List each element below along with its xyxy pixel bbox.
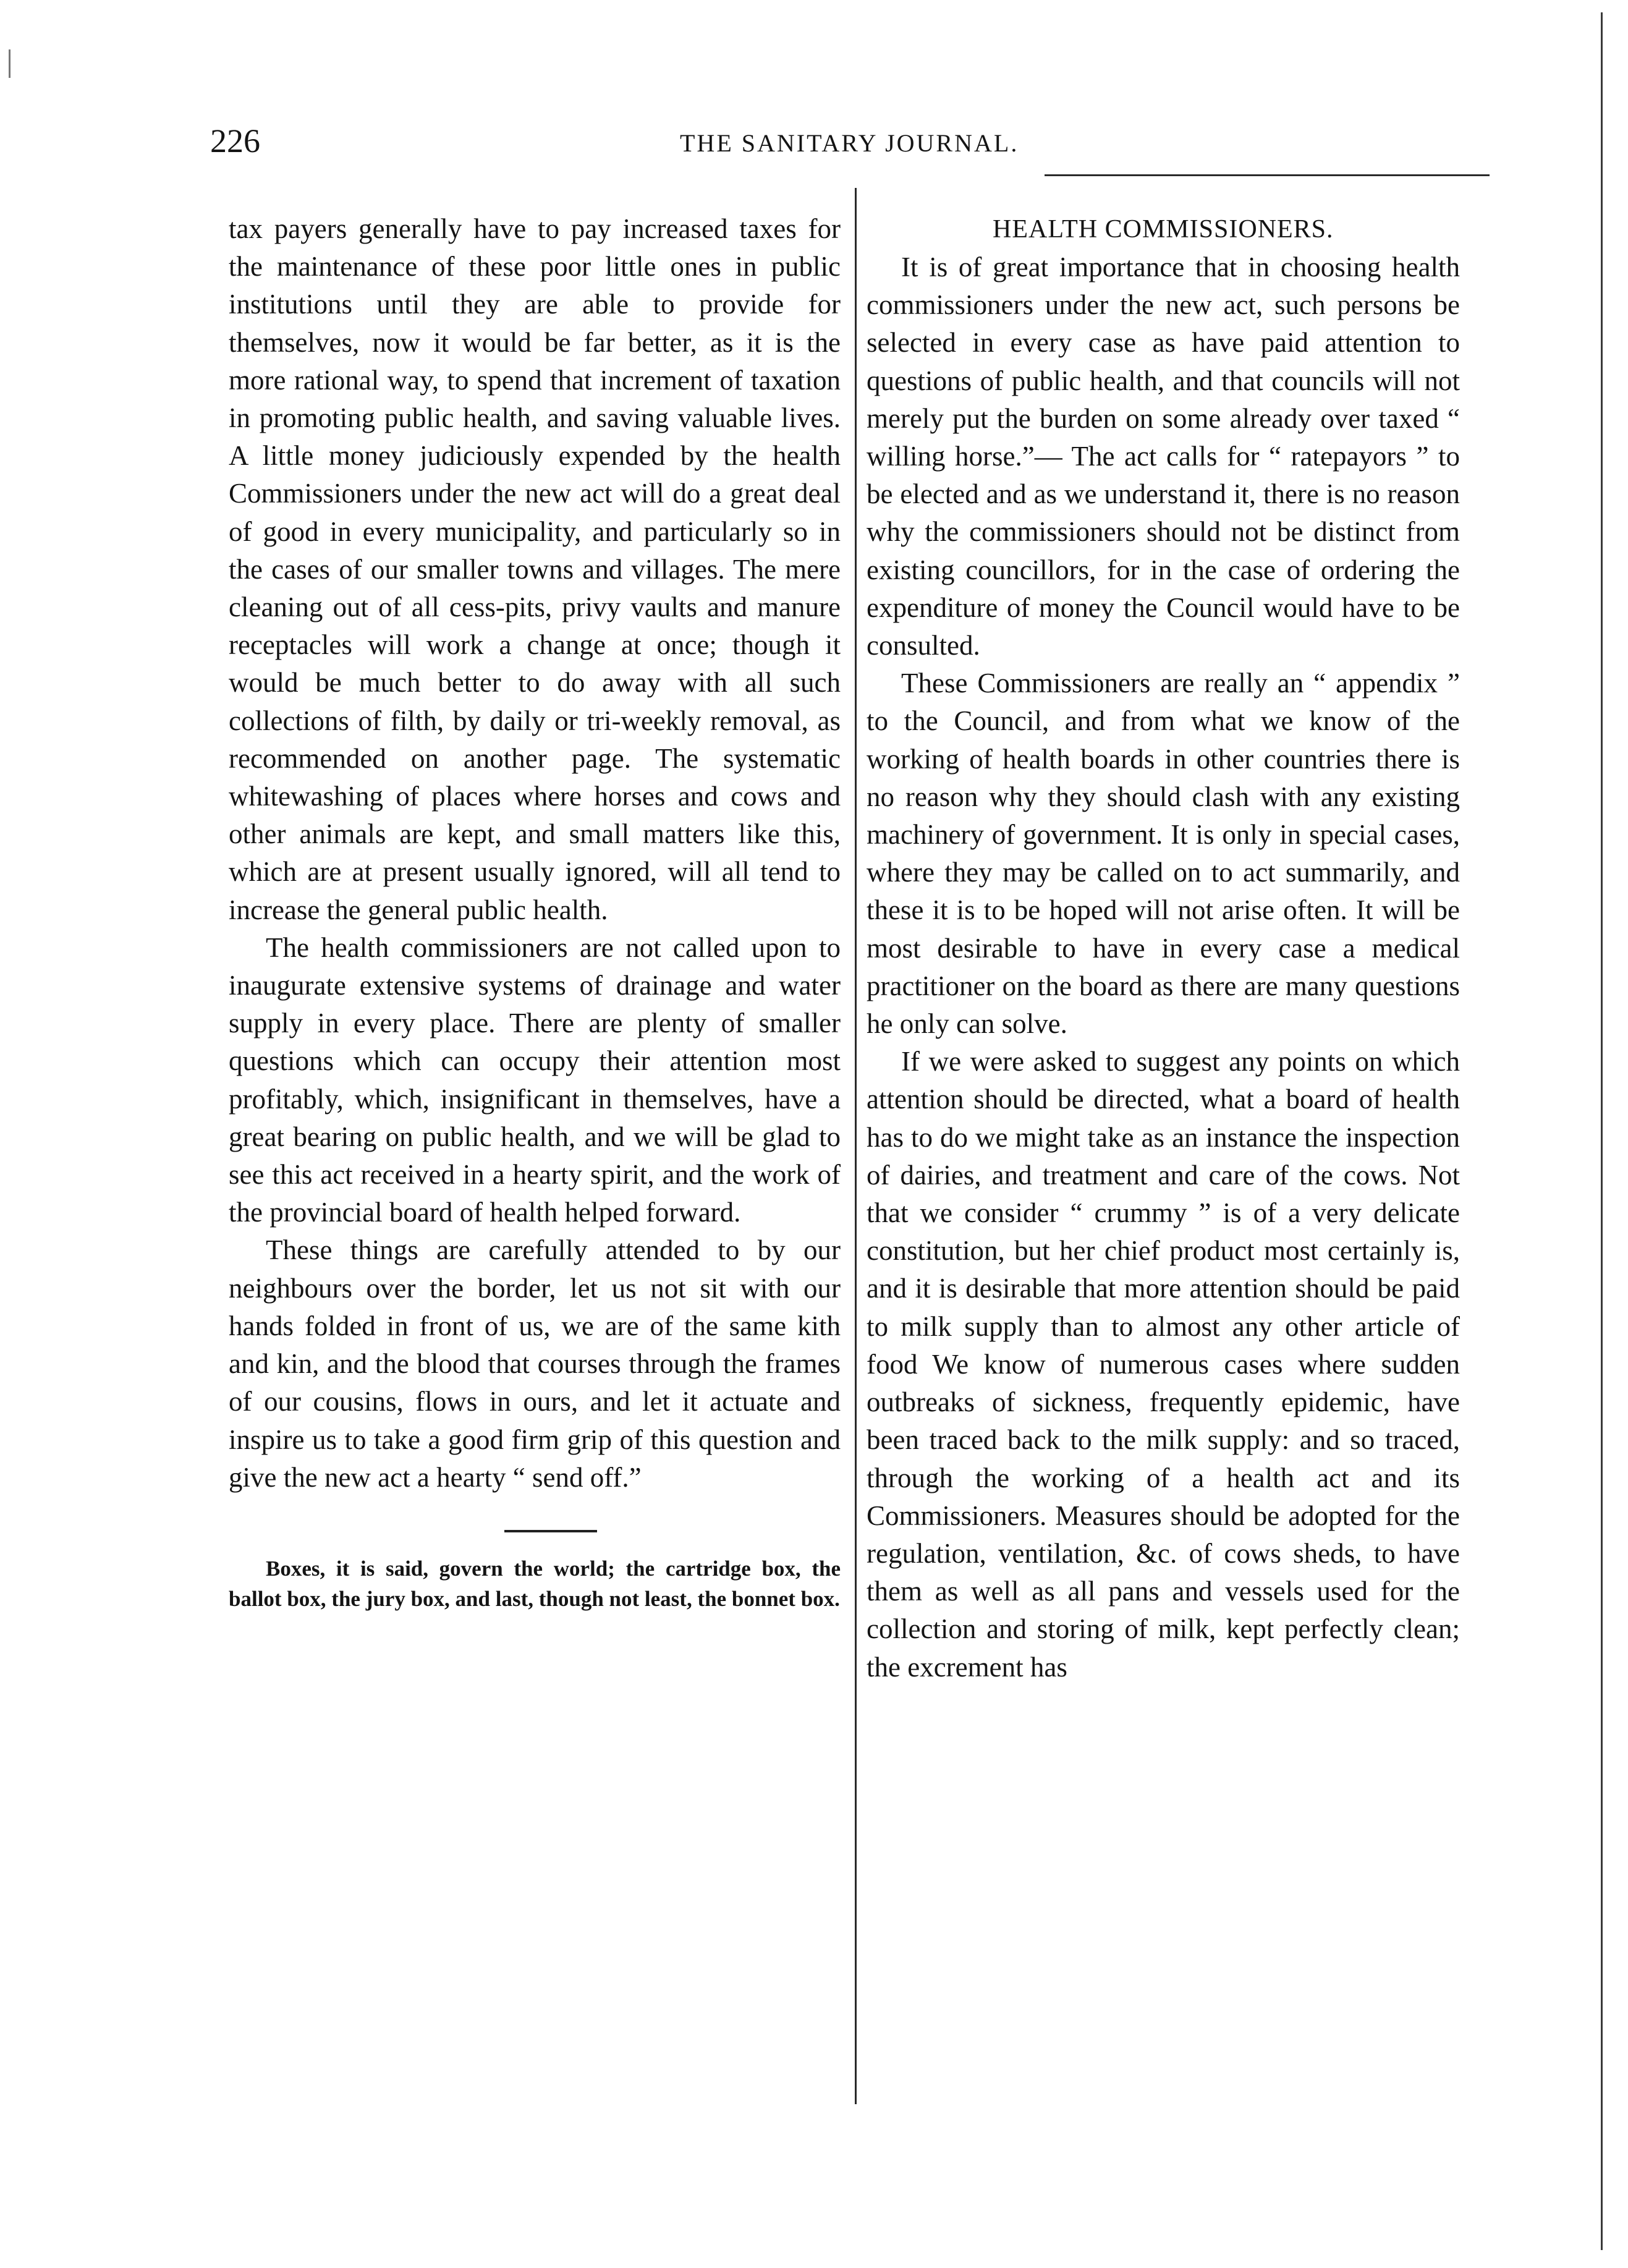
left-paragraph-2: The health commissioners are not called upon to inaugurate extensive systems of drainage and water supply in every place. There are plenty of smaller questions which can occupy their attention most profitably, which, insignificant in themselves, have a great bearing on public health, and we will be glad to see this act received in a hearty spirit, and the work of the provincial board of health helped forward. bbox=[229, 932, 841, 1228]
left-column bbox=[229, 210, 841, 1614]
journal-title: THE SANITARY JOURNAL. bbox=[680, 129, 1019, 157]
header-rule bbox=[1045, 174, 1490, 176]
boxes-note: Boxes, it is said, govern the world; the cartridge box, the ballot box, the jury box, and last, though not least, the bonnet box. bbox=[229, 1556, 841, 1611]
right-column bbox=[867, 210, 1460, 1686]
left-paragraph-1: tax payers generally have to pay increased taxes for the maintenance of these poor little ones in public institutions until they are able to provide for themselves, now it would be far better, as it is the more rational way, to spend that increment of taxation in promoting public health, and saving valuable lives. A little money judiciously expended by the health Commissioners under the new act will do a great deal of good in every municipality, and particularly so in the cases of our smaller towns and villages. The mere cleaning out of all cess-pits, privy vaults and manure receptacles will work a change at once; though it would be much better to do away with all such collections of filth, by daily or tri-weekly removal, as recommended on another page. The systematic whitewashing of places where horses and cows and other animals are kept, and small matters like this, which are at present usually ignored, will all tend to increase the general public health. bbox=[229, 213, 841, 925]
right-paragraph-1: It is of great importance that in choosing health commissioners under the new act, such persons be selected in every case as have paid attention to questions of public health, and that councils will not merely put the burden on some already over taxed “ willing horse.”— The act calls for “ ratepayors ” to be elected and as we understand it, there is no reason why the commissioners should not be distinct from existing councillors, for in the case of ordering the expenditure of money the Council would have to be consulted. bbox=[867, 252, 1460, 661]
right-paragraph-2: These Commissioners are really an “ appendix ” to the Council, and from what we know of the working of health boards in other countries there is no reason why they should clash with any existing machinery of government. It is only in special cases, where they may be called on to act summarily, and these it is to be hoped will not arise often. It will be most desirable to have in every case a medical practitioner on the board as there are many questions he only can solve. bbox=[867, 668, 1460, 1040]
page-edge-rule bbox=[1601, 12, 1603, 2250]
page-number: 226 bbox=[210, 122, 260, 159]
right-paragraph-3: If we were asked to suggest any points on which attention should be directed, what a board of health has to do we might take as an instance the inspection of dairies, and treatment and care of the cows. Not that we consider “ crummy ” is of a very delicate constitution, but her chief product most certainly is, and it is desirable that more attention should be paid to milk supply than to almost any other article of food We know of numerous cases where sudden outbreaks of sickness, frequently epidemic, have been traced back to the milk supply: and so traced, through the working of a health act and its Commissioners. Measures should be adopted for the regulation, ventilation, &c. of cows sheds, to have them as well as all pans and vessels used for the collection and storing of milk, kept perfectly clean; the excrement has bbox=[867, 1046, 1460, 1683]
column-divider bbox=[855, 188, 857, 2104]
section-separator bbox=[504, 1530, 597, 1532]
left-paragraph-3: These things are carefully attended to by our neighbours over the border, let us not sit with our hands folded in front of us, we are of the same kith and kin, and the blood that courses through the frames of our cousins, flows in ours, and let it actuate and inspire us to take a good firm grip of this question and give the new act a hearty “ send off.” bbox=[229, 1234, 841, 1493]
article-heading: HEALTH COMMISSIONERS. bbox=[993, 215, 1334, 244]
scan-edge-mark bbox=[9, 49, 11, 78]
